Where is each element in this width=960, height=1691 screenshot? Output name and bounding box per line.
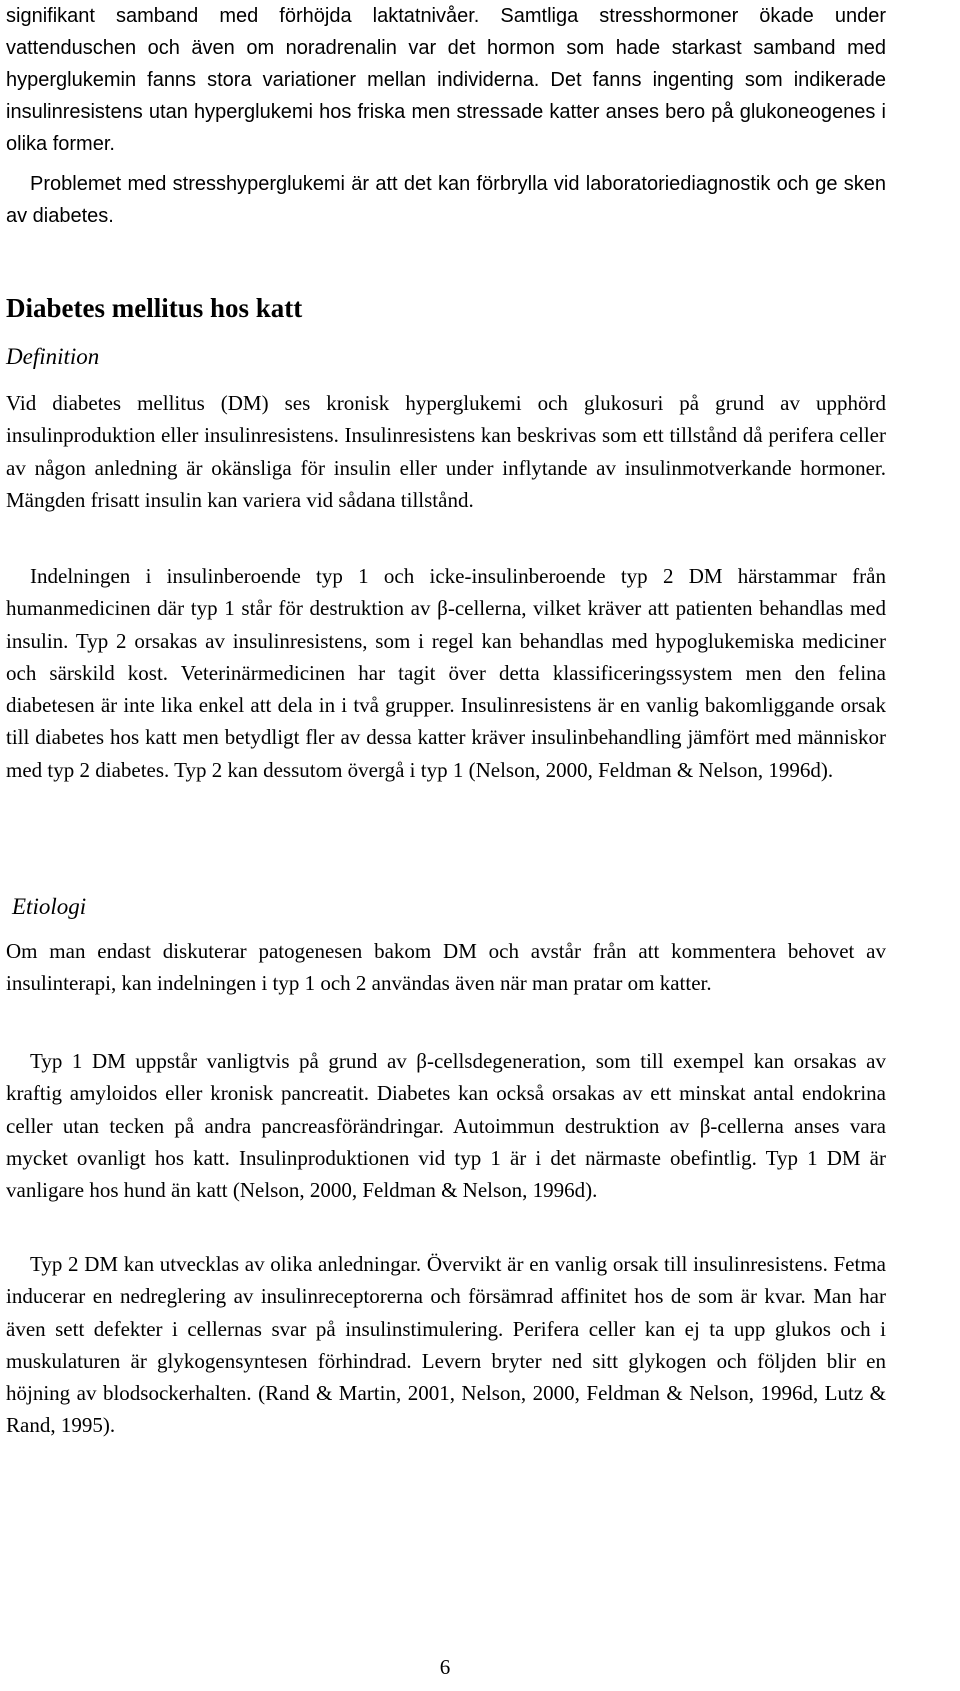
intro-paragraph: signifikant samband med förhöjda laktatnivåer. Samtliga stresshormoner ökade under vattenduschen och även om noradrenalin var det hormon som hade starkast samband med hyperglukemin fanns stora variationer mellan individerna. Det fanns ingenting som indikerade insulinresistens utan hyperglukemi hos friska men stressade katter anses bero på glukoneogenes i olika former. <box>6 5 886 155</box>
definition-heading: Definition <box>6 344 100 369</box>
intro-paragraph-2: Problemet med stresshyperglukemi är att det kan förbrylla vid laboratoriediagnostik och ge sken av diabetes. <box>6 173 886 227</box>
page-number: 6 <box>439 1655 451 1679</box>
etiologi-paragraph-1: Om man endast diskuterar patogenesen bakom DM och avstår från att kommentera behovet av insulinterapi, kan indelningen i typ 1 och 2 användas även när man pratar om katter. <box>6 939 886 996</box>
definition-paragraph-1: Vid diabetes mellitus (DM) ses kronisk hyperglukemi och glukosuri på grund av upphörd insulinproduktion eller insulinresistens. Insulinresistens kan beskrivas som ett tillstånd då perifera celler av någon anledning är okänsliga för insulin eller under inflytande av insulinmotverkande hormoner. Mängden frisatt insulin kan variera vid sådana tillstånd. <box>6 391 886 512</box>
etiologi-paragraph-2: Typ 1 DM uppstår vanligtvis på grund av β-cellsdegeneration, som till exempel kan orsakas av kraftig amyloidos eller kronisk pancreatit. Diabetes kan också orsakas av ett minskat antal endokrina celler utan tecken på andra pancreasförändringar. Autoimmun destruktion av β-cellerna anses vara mycket ovanligt hos katt. Insulinproduktionen vid typ 1 är i det närmaste obefintlig. Typ 1 DM är vanligare hos hund än katt (Nelson, 2000, Feldman & Nelson, 1996d). <box>6 1049 886 1203</box>
definition-paragraph-2: Indelningen i insulinberoende typ 1 och icke-insulinberoende typ 2 DM härstammar från humanmedicinen där typ 1 står för destruktion av β-cellerna, vilket kräver att patienten behandlas med insulin. Typ 2 orsakas av insulinresistens, som i regel kan behandlas med hypoglukemiska mediciner och särskild kost. Veterinärmedicinen har tagit över detta klassificeringssystem men den felina diabetesen är inte lika enkel att dela in i två grupper. Insulinresistens är en vanlig bakomliggande orsak till diabetes hos katt men betydligt fler av dessa katter kräver insulinbehandling jämfört med människor med typ 2 diabetes. Typ 2 kan dessutom övergå i typ 1 (Nelson, 2000, Feldman & Nelson, 1996d). <box>6 564 886 782</box>
etiologi-paragraph-3: Typ 2 DM kan utvecklas av olika anledningar. Övervikt är en vanlig orsak till insulinresistens. Fetma inducerar en nedreglering av insulinreceptorerna och försämrad affinitet hos de som är kvar. Man har även sett defekter i cellernas svar på insulinstimulering. Perifera celler kan ej ta upp glukos och i muskulaturen är glykogensyntesen förhindrad. Levern bryter ned sitt glykogen och följden blir en höjning av blodsockerhalten. (Rand & Martin, 2001, Nelson, 2000, Feldman & Nelson, 1996d, Lutz & Rand, 1995). <box>6 1252 886 1438</box>
etiologi-heading: Etiologi <box>12 894 87 919</box>
section-title: Diabetes mellitus hos katt <box>6 293 303 323</box>
